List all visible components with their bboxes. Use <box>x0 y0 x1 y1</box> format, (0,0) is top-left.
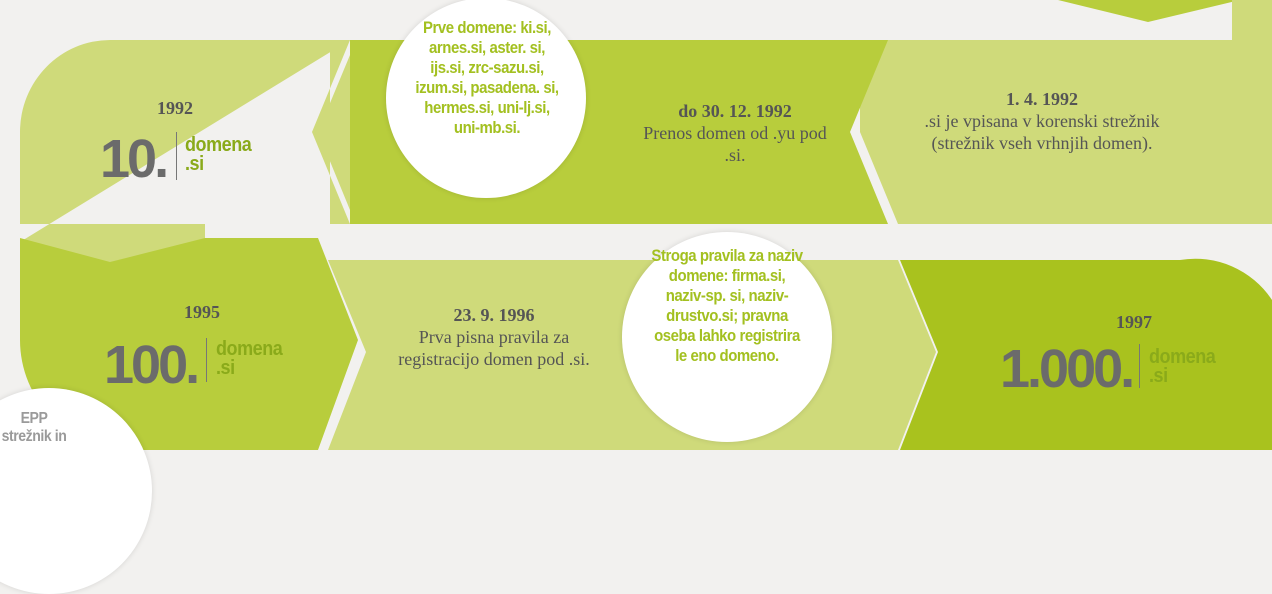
event-date: 23. 9. 1996 <box>453 305 535 325</box>
milestone-year: 1995 <box>184 302 220 322</box>
event-date: 1. 4. 1992 <box>1006 89 1078 109</box>
event-description: Prva pisna pravila za registracijo domen pod .si. <box>398 327 590 369</box>
event-transfer <box>640 100 830 166</box>
event-first-rules <box>394 304 594 370</box>
milestone-1997 <box>1074 312 1194 333</box>
milestone-unit: domena .si <box>216 338 283 379</box>
event-root-server <box>918 88 1166 154</box>
milestone-number: 100. <box>104 335 198 395</box>
milestone-number: 1.000. <box>1000 339 1133 399</box>
milestone-unit: domena .si <box>1149 346 1216 387</box>
milestone-number: 10. <box>100 129 167 189</box>
milestone-1992 <box>115 98 235 119</box>
strict-rules-text: Stroga pravila za naziv domene: firma.si, naziv-sp. si, naziv-drustvo.si; pravna oseba lahko registrira le eno domeno. <box>651 246 803 365</box>
milestone-year: 1992 <box>157 98 193 118</box>
divider <box>206 338 207 382</box>
first-domains-text: Prve domene: ki.si, arnes.si, aster. si, ijs.si, zrc-sazu.si, izum.si, pasadena. si, hermes.si, uni-lj.si, uni-mb.si. <box>415 18 559 137</box>
epp-text: EPP strežnik in <box>1 410 67 445</box>
milestone-1995 <box>142 302 262 323</box>
milestone-unit: domena .si <box>185 134 252 175</box>
event-description: .si je vpisana v korenski strežnik (strežnik vseh vrhnjih domen). <box>924 111 1160 153</box>
top-arrow-shape <box>1058 0 1240 22</box>
divider <box>176 132 177 180</box>
event-date: do 30. 12. 1992 <box>678 101 792 121</box>
divider <box>1139 344 1140 388</box>
milestone-year: 1997 <box>1116 312 1152 332</box>
event-description: Prenos domen od .yu pod .si. <box>643 123 827 165</box>
